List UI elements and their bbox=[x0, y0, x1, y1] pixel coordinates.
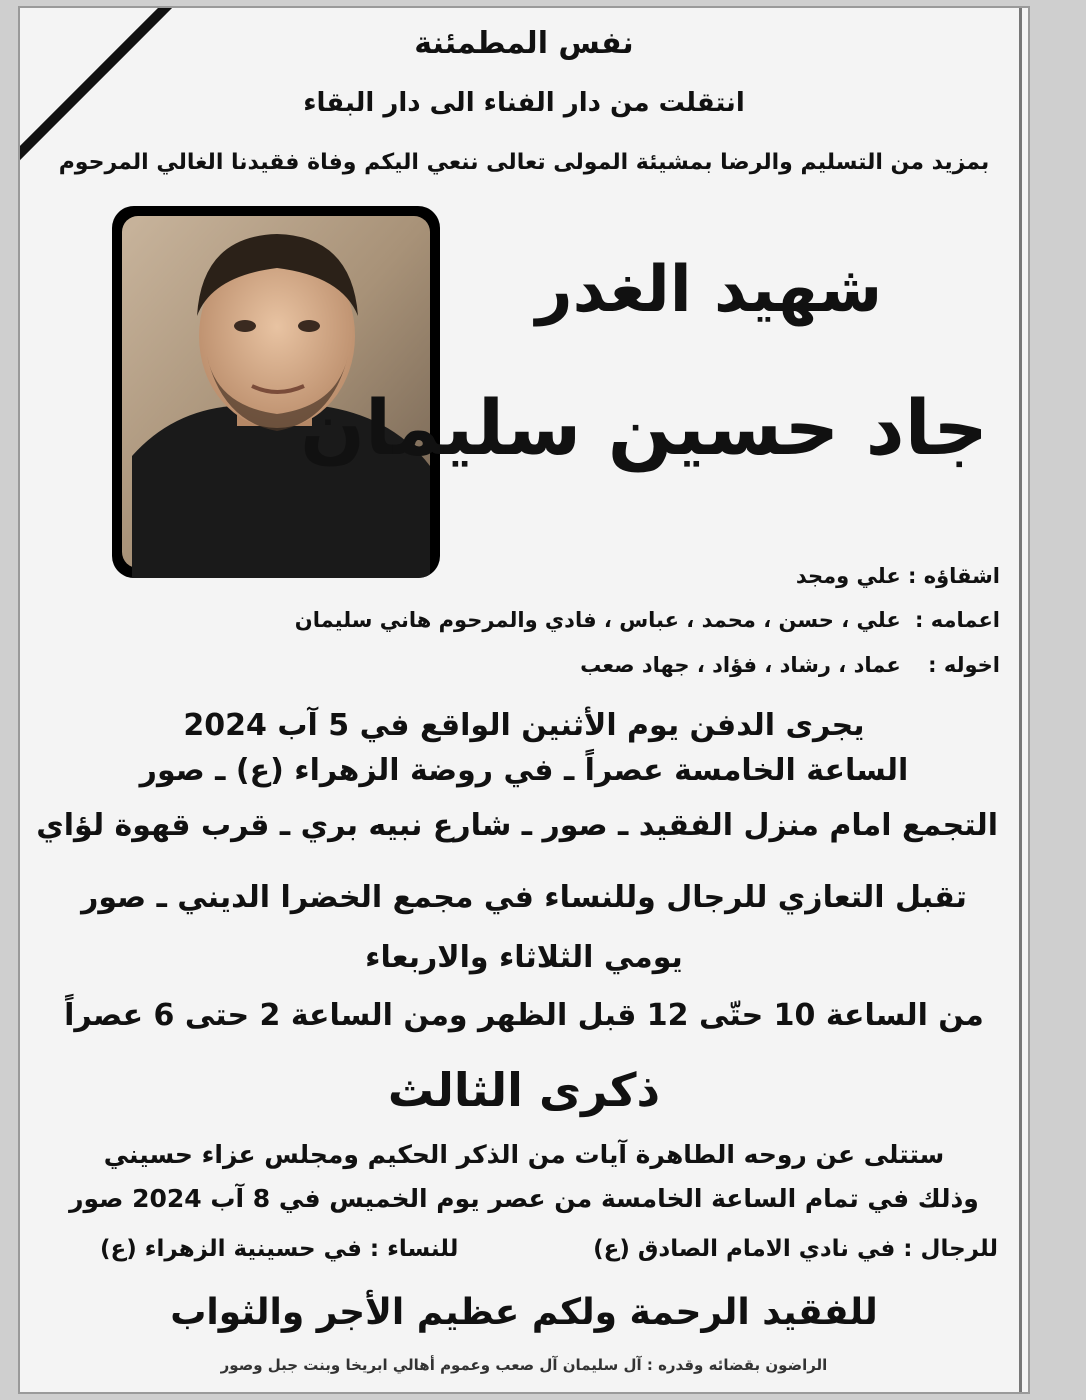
family-label: اعمامه : bbox=[915, 608, 1000, 632]
family-row-uncles-paternal bbox=[295, 608, 1000, 632]
family-value: علي ومجد bbox=[795, 564, 901, 588]
funeral-gathering: التجمع امام منزل الفقيد ـ صور ـ شارع نبيه بري ـ قرب قهوة لؤاي bbox=[36, 808, 998, 843]
funeral-date: يجرى الدفن يوم الأثنين الواقع في 5 آب 2024 bbox=[183, 708, 865, 743]
family-row-brothers bbox=[796, 564, 1000, 588]
deceased-name: جاد حسين سليمان bbox=[300, 383, 988, 472]
third-day-line-2: وذلك في تمام الساعة الخامسة من عصر يوم الخميس في 8 آب 2024 صور bbox=[69, 1184, 979, 1213]
third-day-heading: ذكرى الثالث bbox=[387, 1063, 661, 1117]
family-row-uncles-maternal bbox=[580, 653, 1000, 677]
condolences-days: يومي الثلاثاء والاربعاء bbox=[365, 940, 683, 975]
header-line-2: انتقلت من دار الفناء الى دار البقاء bbox=[303, 88, 745, 118]
venue-women: للنساء : في حسينية الزهراء (ع) bbox=[100, 1236, 459, 1262]
third-day-venues bbox=[100, 1236, 998, 1262]
family-value: علي ، حسن ، محمد ، عباس ، فادي والمرحوم هاني سليمان bbox=[294, 608, 901, 632]
family-label: اشقاؤه : bbox=[907, 564, 1000, 588]
mourners-footer: الراضون بقضائه وقدره : آل سليمان آل صعب وعموم أهالي ابريخا وبنت جبل وصور bbox=[220, 1356, 828, 1374]
family-value: عماد ، رشاد ، فؤاد ، جهاد صعب bbox=[580, 653, 901, 677]
condolences-hours: من الساعة 10 حتّى 12 قبل الظهر ومن الساعة 2 حتى 6 عصراً bbox=[64, 998, 984, 1033]
obituary-notice bbox=[18, 6, 1030, 1394]
condolences-place: تقبل التعازي للرجال وللنساء في مجمع الخضرا الديني ـ صور bbox=[81, 880, 967, 915]
funeral-time-place: الساعة الخامسة عصراً ـ في روضة الزهراء (ع) ـ صور bbox=[139, 753, 909, 788]
family-label: اخوله : bbox=[928, 653, 1000, 677]
venue-men: للرجال : في نادي الامام الصادق (ع) bbox=[593, 1236, 998, 1262]
closing-prayer: للفقيد الرحمة ولكم عظيم الأجر والثواب bbox=[170, 1292, 878, 1333]
page-edge bbox=[1019, 8, 1022, 1392]
header-line-1: نفس المطمئنة bbox=[414, 26, 634, 61]
third-day-line-1: ستتلى عن روحه الطاهرة آيات من الذكر الحكيم ومجلس عزاء حسيني bbox=[103, 1140, 945, 1169]
deceased-epithet: شهيد الغدر bbox=[535, 253, 883, 327]
header-line-3: بمزيد من التسليم والرضا بمشيئة المولى تعالى ننعي اليكم وفاة فقيدنا الغالي المرحوم bbox=[58, 150, 990, 175]
